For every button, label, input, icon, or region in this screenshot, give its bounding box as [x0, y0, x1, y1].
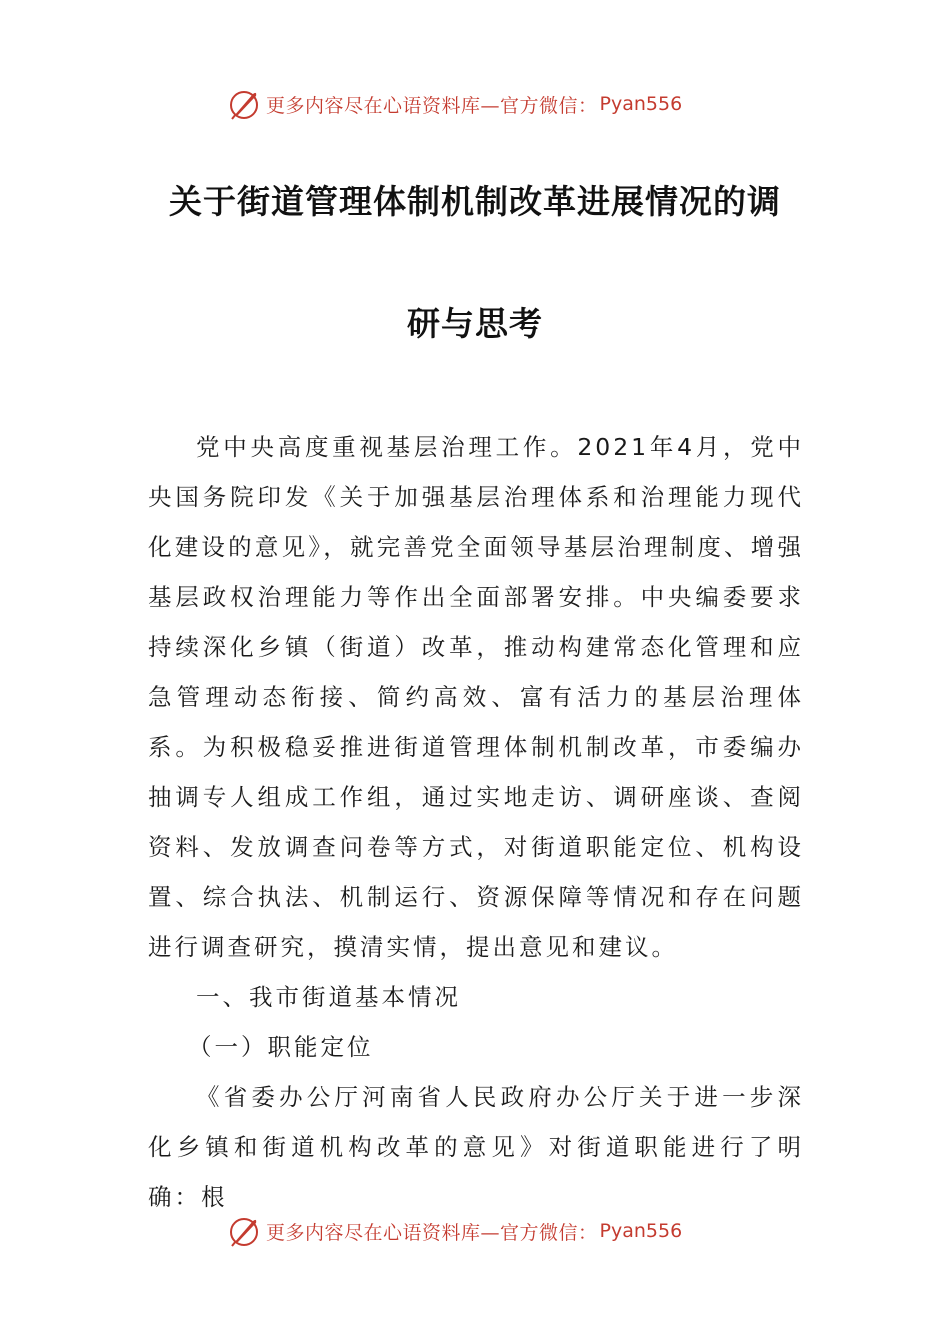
- document-title-line-2: 研与思考: [407, 304, 543, 343]
- watermark-text: 更多内容尽在心语资料库—官方微信：: [266, 94, 598, 117]
- paragraph-function: 《省委办公厅河南省人民政府办公厅关于进一步深化乡镇和街道机构改革的意见》对街道职能进行了明确：根: [148, 1083, 804, 1211]
- watermark-text: 更多内容尽在心语资料库—官方微信：: [266, 1221, 598, 1244]
- watermark-handle: Pyan556: [599, 93, 683, 115]
- quill-pen-logo-icon: [226, 86, 262, 122]
- quill-pen-logo-icon: [226, 1213, 262, 1249]
- paragraph-intro: 党中央高度重视基层治理工作。2021年4月，党中央国务院印发《关于加强基层治理体系和治理能力现代化建设的意见》，就完善党全面领导基层治理制度、增强基层政权治理能力等作出全面部署安排。中央编委要求持续深化乡镇（街道）改革，推动构建常态化管理和应急管理动态衔接、简约高效、富有活力的基层治理体系。为积极稳妥推进街道管理体制机制改革，市委编办抽调专人组成工作组，通过实地走访、调研座谈、查阅资料、发放调查问卷等方式，对街道职能定位、机构设置、综合执法、机制运行、资源保障等情况和存在问题进行调查研究，摸清实情，提出意见和建议。: [148, 433, 804, 961]
- subsection-heading-1: （一）职能定位: [188, 1033, 374, 1061]
- section-heading-1: 一、我市街道基本情况: [196, 983, 461, 1011]
- document-body: [148, 422, 804, 1222]
- document-title-line-1: 关于街道管理体制机制改革进展情况的调: [169, 182, 781, 221]
- footer-watermark: [226, 1211, 682, 1251]
- header-watermark: [226, 84, 682, 124]
- watermark-handle: Pyan556: [599, 1220, 683, 1242]
